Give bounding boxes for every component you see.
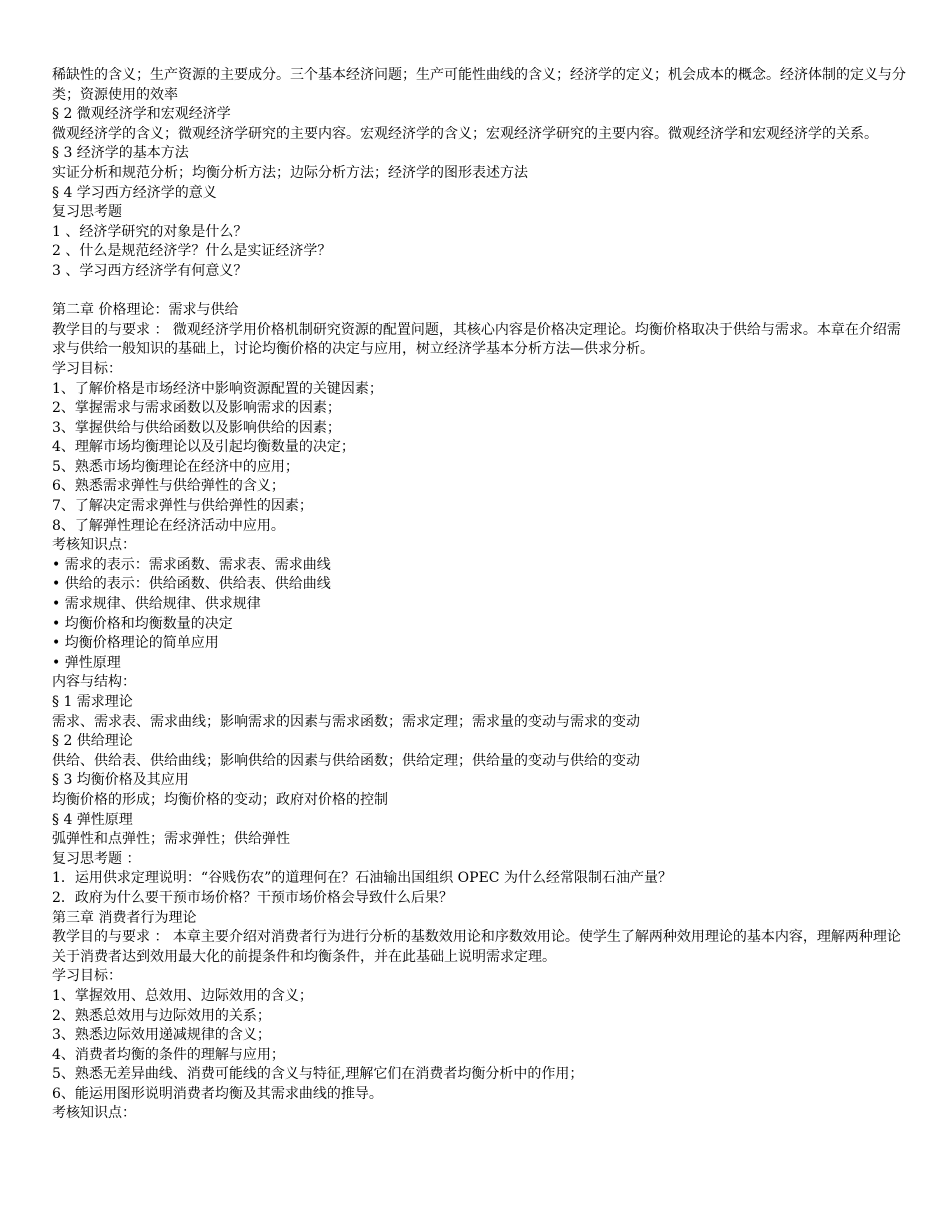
section-heading: § 2 微观经济学和宏观经济学 <box>52 106 231 123</box>
review-heading: 复习思考题 <box>52 204 122 221</box>
review-question: 1 、经济学研究的对象是什么？ <box>52 223 248 240</box>
structure-heading: 内容与结构： <box>52 674 136 691</box>
objective-item: 7、了解决定需求弹性与供给弹性的因素； <box>52 498 313 515</box>
knowledge-points-heading: 考核知识点： <box>52 1105 136 1122</box>
objective-item: 4、消费者均衡的条件的理解与应用； <box>52 1046 285 1063</box>
objective-item: 2、掌握需求与需求函数以及影响需求的因素； <box>52 400 341 417</box>
teaching-goal: 教学目的与要求 ： 微观经济学用价格机制研究资源的配置问题，其核心内容是价格决定理论。均衡价格取决于供给与需求。本章在介绍需求与供给一般知识的基础上，讨论均衡价格的决定与应用，树立经济学基本分析方法—供求分析。 <box>52 321 901 358</box>
objective-item: 5、熟悉无差异曲线、消费可能线的含义与特征,理解它们在消费者均衡分析中的作用； <box>52 1066 584 1083</box>
objective-item: 3、掌握供给与供给函数以及影响供给的因素； <box>52 419 341 436</box>
review-question: 3 、学习西方经济学有何意义？ <box>52 262 248 279</box>
knowledge-point: • 需求的表示：需求函数、需求表、需求曲线 <box>52 556 331 573</box>
objective-item: 1、了解价格是市场经济中影响资源配置的关键因素； <box>52 380 383 397</box>
section-heading: § 1 需求理论 <box>52 694 133 710</box>
section-heading: § 4 学习西方经济学的意义 <box>52 184 217 201</box>
objective-item: 6、熟悉需求弹性与供给弹性的含义； <box>52 478 285 495</box>
text-line: 稀缺性的含义；生产资源的主要成分。三个基本经济问题；生产可能性曲线的含义；经济学的定义；机会成本的概念。经济体制的定义与分类；资源使用的效率 <box>52 67 906 103</box>
text-line: 均衡价格的形成；均衡价格的变动；政府对价格的控制 <box>52 791 388 808</box>
objective-item: 8、了解弹性理论在经济活动中应用。 <box>52 517 285 534</box>
section-heading: § 2 供给理论 <box>52 733 133 750</box>
review-question: 2 、什么是规范经济学？什么是实证经济学？ <box>52 243 332 260</box>
section-heading: § 3 经济学的基本方法 <box>52 145 189 162</box>
objectives-heading: 学习目标： <box>52 360 122 377</box>
objective-item: 6、能运用图形说明消费者均衡及其需求曲线的推导。 <box>52 1085 383 1102</box>
knowledge-point: • 需求规律、供给规律、供求规律 <box>52 596 261 613</box>
objective-item: 1、掌握效用、总效用、边际效用的含义； <box>52 987 313 1004</box>
text-line: 弧弹性和点弹性；需求弹性；供给弹性 <box>52 831 290 848</box>
review-question: 1．运用供求定理说明：“谷贱伤农”的道理何在？石油输出国组织 OPEC 为什么经常限制石油产量？ <box>52 870 672 887</box>
section-heading: § 3 均衡价格及其应用 <box>52 772 189 789</box>
teaching-goal: 教学目的与要求 ： 本章主要介绍对消费者行为进行分析的基数效用论和序数效用论。使学生了解两种效用理论的基本内容，理解两种理论关于消费者达到效用最大化的前提条件和均衡条件，并在此基础上说明需求定理。 <box>52 929 901 965</box>
chapter-heading: 第二章 价格理论：需求与供给 <box>52 302 239 319</box>
objective-item: 3、熟悉边际效用递减规律的含义； <box>52 1027 271 1044</box>
knowledge-point: • 供给的表示：供给函数、供给表、供给曲线 <box>52 576 331 593</box>
review-question: 2．政府为什么要干预市场价格？干预市场价格会导致什么后果？ <box>52 889 453 906</box>
knowledge-points-heading: 考核知识点： <box>52 537 136 554</box>
knowledge-point: • 均衡价格和均衡数量的决定 <box>52 615 233 632</box>
document-page <box>52 66 908 1124</box>
review-heading: 复习思考题 ： <box>52 850 141 867</box>
text-line: 实证分析和规范分析；均衡分析方法；边际分析方法；经济学的图形表述方法 <box>52 164 528 181</box>
knowledge-point: • 均衡价格理论的简单应用 <box>52 635 219 652</box>
text-line: 供给、供给表、供给曲线；影响供给的因素与供给函数；供给定理；供给量的变动与供给的变动 <box>52 752 640 769</box>
knowledge-point: • 弹性原理 <box>52 654 121 671</box>
blank-line <box>52 282 908 302</box>
text-line: 需求、需求表、需求曲线；影响需求的因素与需求函数；需求定理；需求量的变动与需求的变动 <box>52 713 640 730</box>
text-line: 微观经济学的含义；微观经济学研究的主要内容。宏观经济学的含义；宏观经济学研究的主要内容。微观经济学和宏观经济学的关系。 <box>52 125 878 142</box>
objective-item: 5、熟悉市场均衡理论在经济中的应用； <box>52 458 299 475</box>
objectives-heading: 学习目标： <box>52 968 122 985</box>
objective-item: 2、熟悉总效用与边际效用的关系； <box>52 1007 271 1024</box>
objective-item: 4、理解市场均衡理论以及引起均衡数量的决定； <box>52 439 355 456</box>
section-heading: § 4 弹性原理 <box>52 811 133 828</box>
chapter-heading: 第三章 消费者行为理论 <box>52 909 197 926</box>
